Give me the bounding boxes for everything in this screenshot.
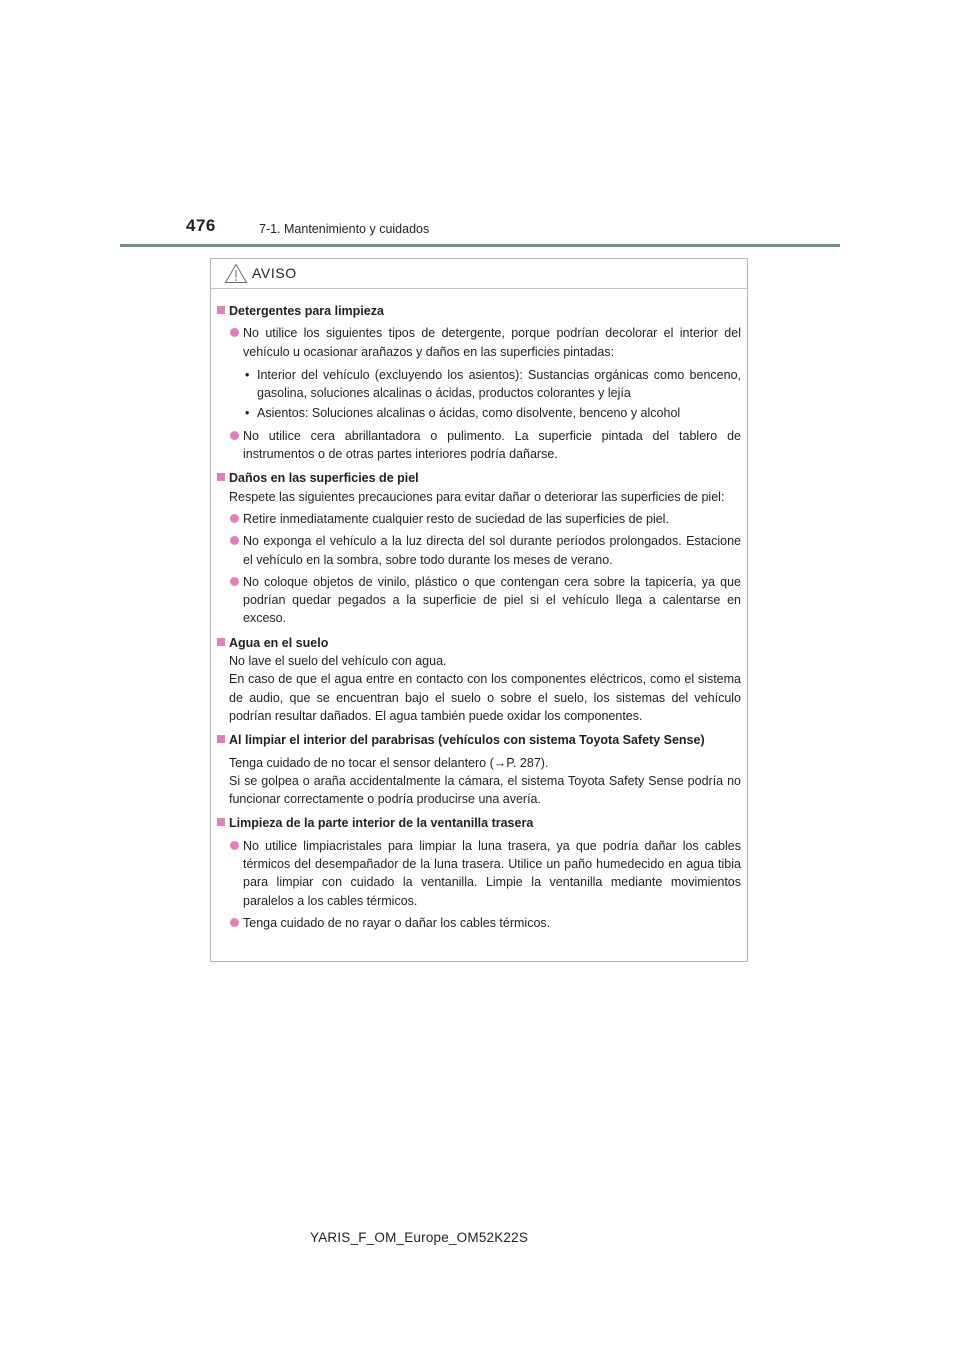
list-item: Tenga cuidado de no rayar o dañar los cables térmicos. [217, 914, 741, 932]
list-item: No utilice los siguientes tipos de detergente, porque podrían decolorar el interior del vehículo u ocasionar arañazos y daños en las superficies pintadas: [217, 324, 741, 361]
small-bullet-icon: • [245, 406, 250, 421]
paragraph: No lave el suelo del vehículo con agua. [229, 654, 447, 669]
warning-body [211, 289, 747, 932]
warning-title: AVISO [252, 265, 297, 281]
round-bullet-icon [230, 514, 239, 523]
square-bullet-icon [217, 638, 225, 646]
list-item: Retire inmediatamente cualquier resto de suciedad de las superficies de piel. [217, 510, 741, 528]
sub-list-item: • Asientos: Soluciones alcalinas o ácidas, como disolvente, benceno y alcohol [217, 404, 741, 422]
round-bullet-icon [230, 536, 239, 545]
paragraph: En caso de que el agua entre en contacto con los componentes eléctricos, como el sistema de audio, que se encuentran bajo el suelo o sobre el suelo, los sistemas del vehículo podrían resultar dañados. El agua también puede oxidar los componentes. [229, 672, 741, 723]
square-bullet-icon [217, 818, 225, 826]
page-number: 476 [186, 216, 216, 235]
list-item: No exponga el vehículo a la luz directa del sol durante períodos prolongados. Estacione el vehículo en la sombra, sobre todo durante los meses de verano. [217, 532, 741, 569]
section-leather [217, 469, 741, 627]
list-item: No coloque objetos de vinilo, plástico o que contengan cera sobre la tapicería, ya que podrían quedar pegados a la superficie de piel si el vehículo llega a calentarse en exceso. [217, 573, 741, 628]
section-intro: Respete las siguientes precauciones para evitar dañar o deteriorar las superficies de piel: [229, 489, 725, 504]
section-heading: Agua en el suelo [217, 634, 741, 652]
list-item: No utilice limpiacristales para limpiar la luna trasera, ya que podría dañar los cables térmicos del desempañador de la luna trasera. Utilice un paño humedecido en agua tibia para limpiar con cuidado la ventanilla. Limpie la ventanilla mediante movimientos paralelos a los cables térmicos. [217, 837, 741, 910]
warning-box [210, 258, 748, 962]
paragraph: Tenga cuidado de no tocar el sensor delantero (→P. 287). [229, 755, 549, 770]
section-windshield [217, 731, 741, 808]
square-bullet-icon [217, 473, 225, 481]
section-heading: Al limpiar el interior del parabrisas (vehículos con sistema Toyota Safety Sense) [217, 731, 741, 749]
sub-list-item: • Interior del vehículo (excluyendo los asientos): Sustancias orgánicas como benceno, gasolina, soluciones alcalinas o ácidas, productos colorantes y lejía [245, 367, 741, 401]
small-bullet-icon: • [245, 367, 250, 382]
warning-triangle-icon [224, 263, 248, 284]
section-heading: Limpieza de la parte interior de la ventanilla trasera [217, 814, 741, 832]
square-bullet-icon [217, 306, 225, 314]
round-bullet-icon [230, 841, 239, 850]
round-bullet-icon [230, 918, 239, 927]
section-title: 7-1. Mantenimiento y cuidados [259, 222, 430, 236]
footer-doc-code: YARIS_F_OM_Europe_OM52K22S [310, 1230, 529, 1245]
round-bullet-icon [230, 577, 239, 586]
header-rule [120, 244, 840, 247]
square-bullet-icon [217, 735, 225, 743]
list-item: No utilice cera abrillantadora o pulimento. La superficie pintada del tablero de instrumentos o de otras partes interiores podría dañarse. [217, 427, 741, 464]
section-rear-window [217, 814, 741, 932]
section-floor-water [217, 634, 741, 725]
round-bullet-icon [230, 431, 239, 440]
section-heading: Daños en las superficies de piel [217, 469, 741, 487]
section-detergents [217, 302, 741, 463]
warning-header [211, 259, 747, 289]
round-bullet-icon [230, 328, 239, 337]
section-heading: Detergentes para limpieza [217, 302, 741, 320]
paragraph: Si se golpea o araña accidentalmente la cámara, el sistema Toyota Safety Sense podría no funcionar correctamente o podría producirse una avería. [229, 773, 741, 807]
